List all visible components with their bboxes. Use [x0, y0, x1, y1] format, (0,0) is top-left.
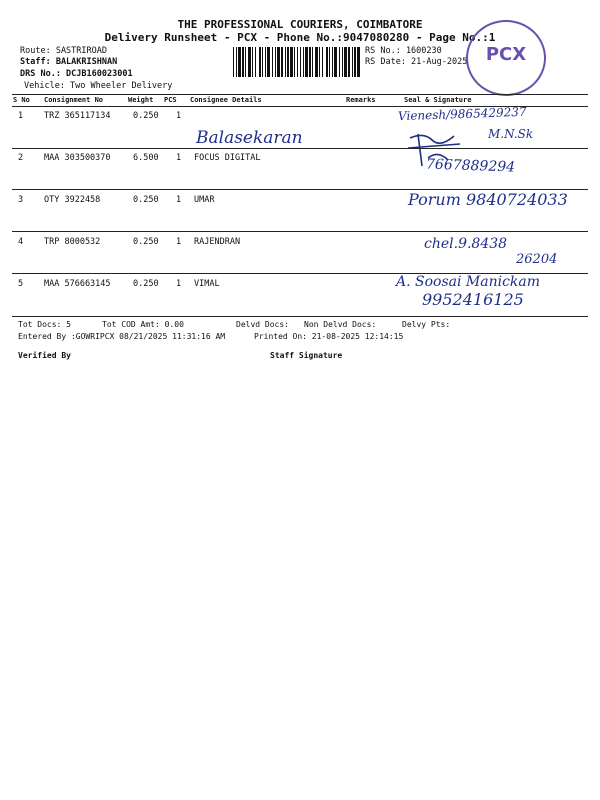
verified-by: Verified By	[18, 351, 71, 360]
row-weight: 0.250	[133, 237, 159, 247]
row-pcs: 1	[176, 111, 182, 121]
staff-label: Staff: BALAKRISHNAN	[20, 57, 118, 67]
col-weight: Weight	[128, 96, 154, 104]
row-consignment: TRZ 365117134	[44, 111, 111, 121]
col-seal-signature: Seal & Signature	[404, 96, 472, 104]
row-divider	[12, 148, 588, 149]
handwritten-signature: 9952416125	[422, 290, 524, 309]
handwritten-signature: 7667889294	[425, 156, 516, 176]
delivery-points: Delvy Pts:	[402, 320, 451, 329]
row-weight: 0.250	[133, 111, 159, 121]
entered-by: Entered By :GOWRIPCX 08/21/2025 11:31:16 AM	[18, 332, 226, 341]
row-pcs: 1	[176, 279, 182, 289]
col-consignment: Consignment No	[44, 96, 104, 104]
row-divider	[12, 231, 588, 232]
row-pcs: 1	[176, 195, 182, 205]
row-weight: 0.250	[133, 279, 159, 289]
row-consignment: MAA 576663145	[44, 279, 111, 289]
drs-label: DRS No.: DCJB160023001	[20, 69, 133, 79]
delivered-docs: Delvd Docs:	[236, 320, 289, 329]
total-cod-amount: Tot COD Amt: 0.00	[102, 320, 184, 329]
pcx-stamp	[466, 20, 546, 96]
row-sno: 3	[18, 195, 24, 205]
handwritten-signature: Porum 9840724033	[408, 190, 568, 209]
row-consignee: VIMAL	[194, 279, 220, 289]
handwritten-signature: chel.9.8438	[424, 236, 508, 252]
vehicle-label: Vehicle: Two Wheeler Delivery	[24, 81, 173, 91]
row-sno: 1	[18, 111, 24, 121]
document-title: THE PROFESSIONAL COURIERS, COIMBATORE	[177, 18, 423, 31]
row-consignee: RAJENDRAN	[194, 237, 241, 247]
rs-number: RS No.: 1600230	[365, 46, 442, 56]
printed-on: Printed On: 21-08-2025 12:14:15	[254, 332, 404, 341]
handwritten-signature: M.N.Sk	[488, 127, 534, 141]
row-sno: 4	[18, 237, 24, 247]
table-bottom-rule	[12, 316, 588, 317]
col-consignee: Consignee Details	[190, 96, 262, 104]
handwritten-signature: Vienesh/9865429237	[397, 104, 527, 124]
row-consignee: UMAR	[194, 195, 215, 205]
col-pcs: PCS	[164, 96, 177, 104]
row-pcs: 1	[176, 153, 182, 163]
col-remarks: Remarks	[346, 96, 376, 104]
total-docs: Tot Docs: 5	[18, 320, 71, 329]
row-consignee: FOCUS DIGITAL	[194, 153, 261, 163]
row-weight: 6.500	[133, 153, 159, 163]
handwritten-signature: 26204	[516, 252, 558, 267]
row-consignment: OTY 3922458	[44, 195, 101, 205]
handwritten-signature: A. Soosai Manickam	[396, 274, 541, 290]
barcode-image	[233, 47, 361, 77]
rs-date: RS Date: 21-Aug-2025	[365, 57, 468, 67]
row-consignment: TRP 8000532	[44, 237, 101, 247]
route-label: Route: SASTRIROAD	[20, 46, 107, 56]
stamp-text: PCX	[485, 44, 527, 65]
row-weight: 0.250	[133, 195, 159, 205]
row-consignment: MAA 303500370	[44, 153, 111, 163]
row-sno: 5	[18, 279, 24, 289]
table-top-rule	[12, 94, 588, 95]
staff-signature: Staff Signature	[270, 351, 343, 360]
handwritten-name-row1: Balasekaran	[196, 128, 303, 148]
non-delivered-docs: Non Delvd Docs:	[304, 320, 377, 329]
row-pcs: 1	[176, 237, 182, 247]
row-sno: 2	[18, 153, 24, 163]
col-sno: S No	[13, 96, 30, 104]
document-subtitle: Delivery Runsheet - PCX - Phone No.:9047080280 - Page No.:1	[104, 31, 496, 44]
